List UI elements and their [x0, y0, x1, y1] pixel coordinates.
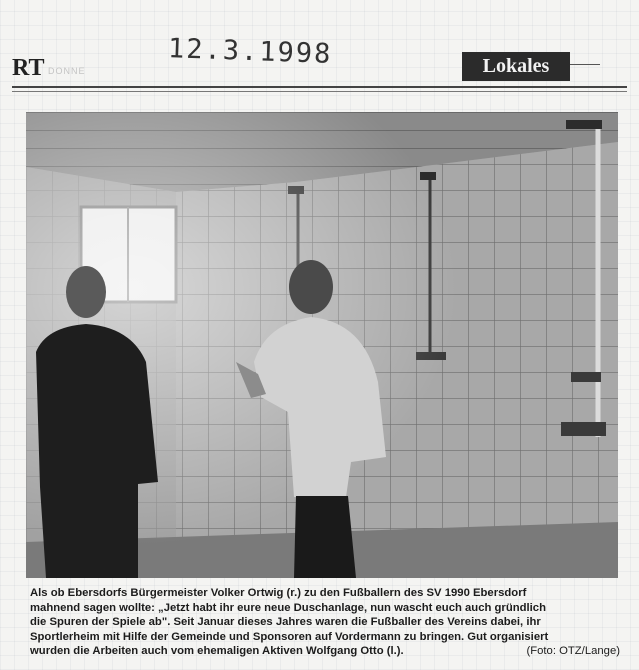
shower-room-photo [26, 112, 618, 578]
section-label: Lokales [462, 52, 570, 81]
header-rule [12, 86, 627, 88]
caption-line: Sportlerheim mit Hilfe der Gemeinde und Sponsoren auf Vordermann zu bringen. Gut organisiert [30, 630, 549, 643]
caption-line: die Spuren der Spiele ab". Seit Januar dieses Jahres waren die Fußballer des Vereins dabei, ihr [30, 616, 541, 629]
caption-last-line [30, 644, 620, 659]
handwritten-date: 12.3.1998 [167, 33, 333, 70]
caption-line: Als ob Ebersdorfs Bürgermeister Volker Ortwig (r.) zu den Fußballern des SV 1990 Ebersdorf [30, 587, 527, 599]
header-rule-stub [570, 64, 600, 65]
cut-headline-fragment: RT [12, 55, 45, 81]
photo-credit: (Foto: OTZ/Lange) [526, 645, 620, 658]
caption-line: mahnend sagen wollte: „Jetzt habt ihr eure neue Duschanlage, nun wascht euch auch gründlich [30, 601, 546, 614]
caption-line: wurden die Arbeiten auch vom ehemaligen Aktiven Wolfgang Otto (l.). [30, 645, 404, 658]
header-rule-thin [12, 91, 627, 92]
photo-caption [30, 586, 620, 659]
faint-bleed-through-text: DONNE [48, 66, 86, 76]
